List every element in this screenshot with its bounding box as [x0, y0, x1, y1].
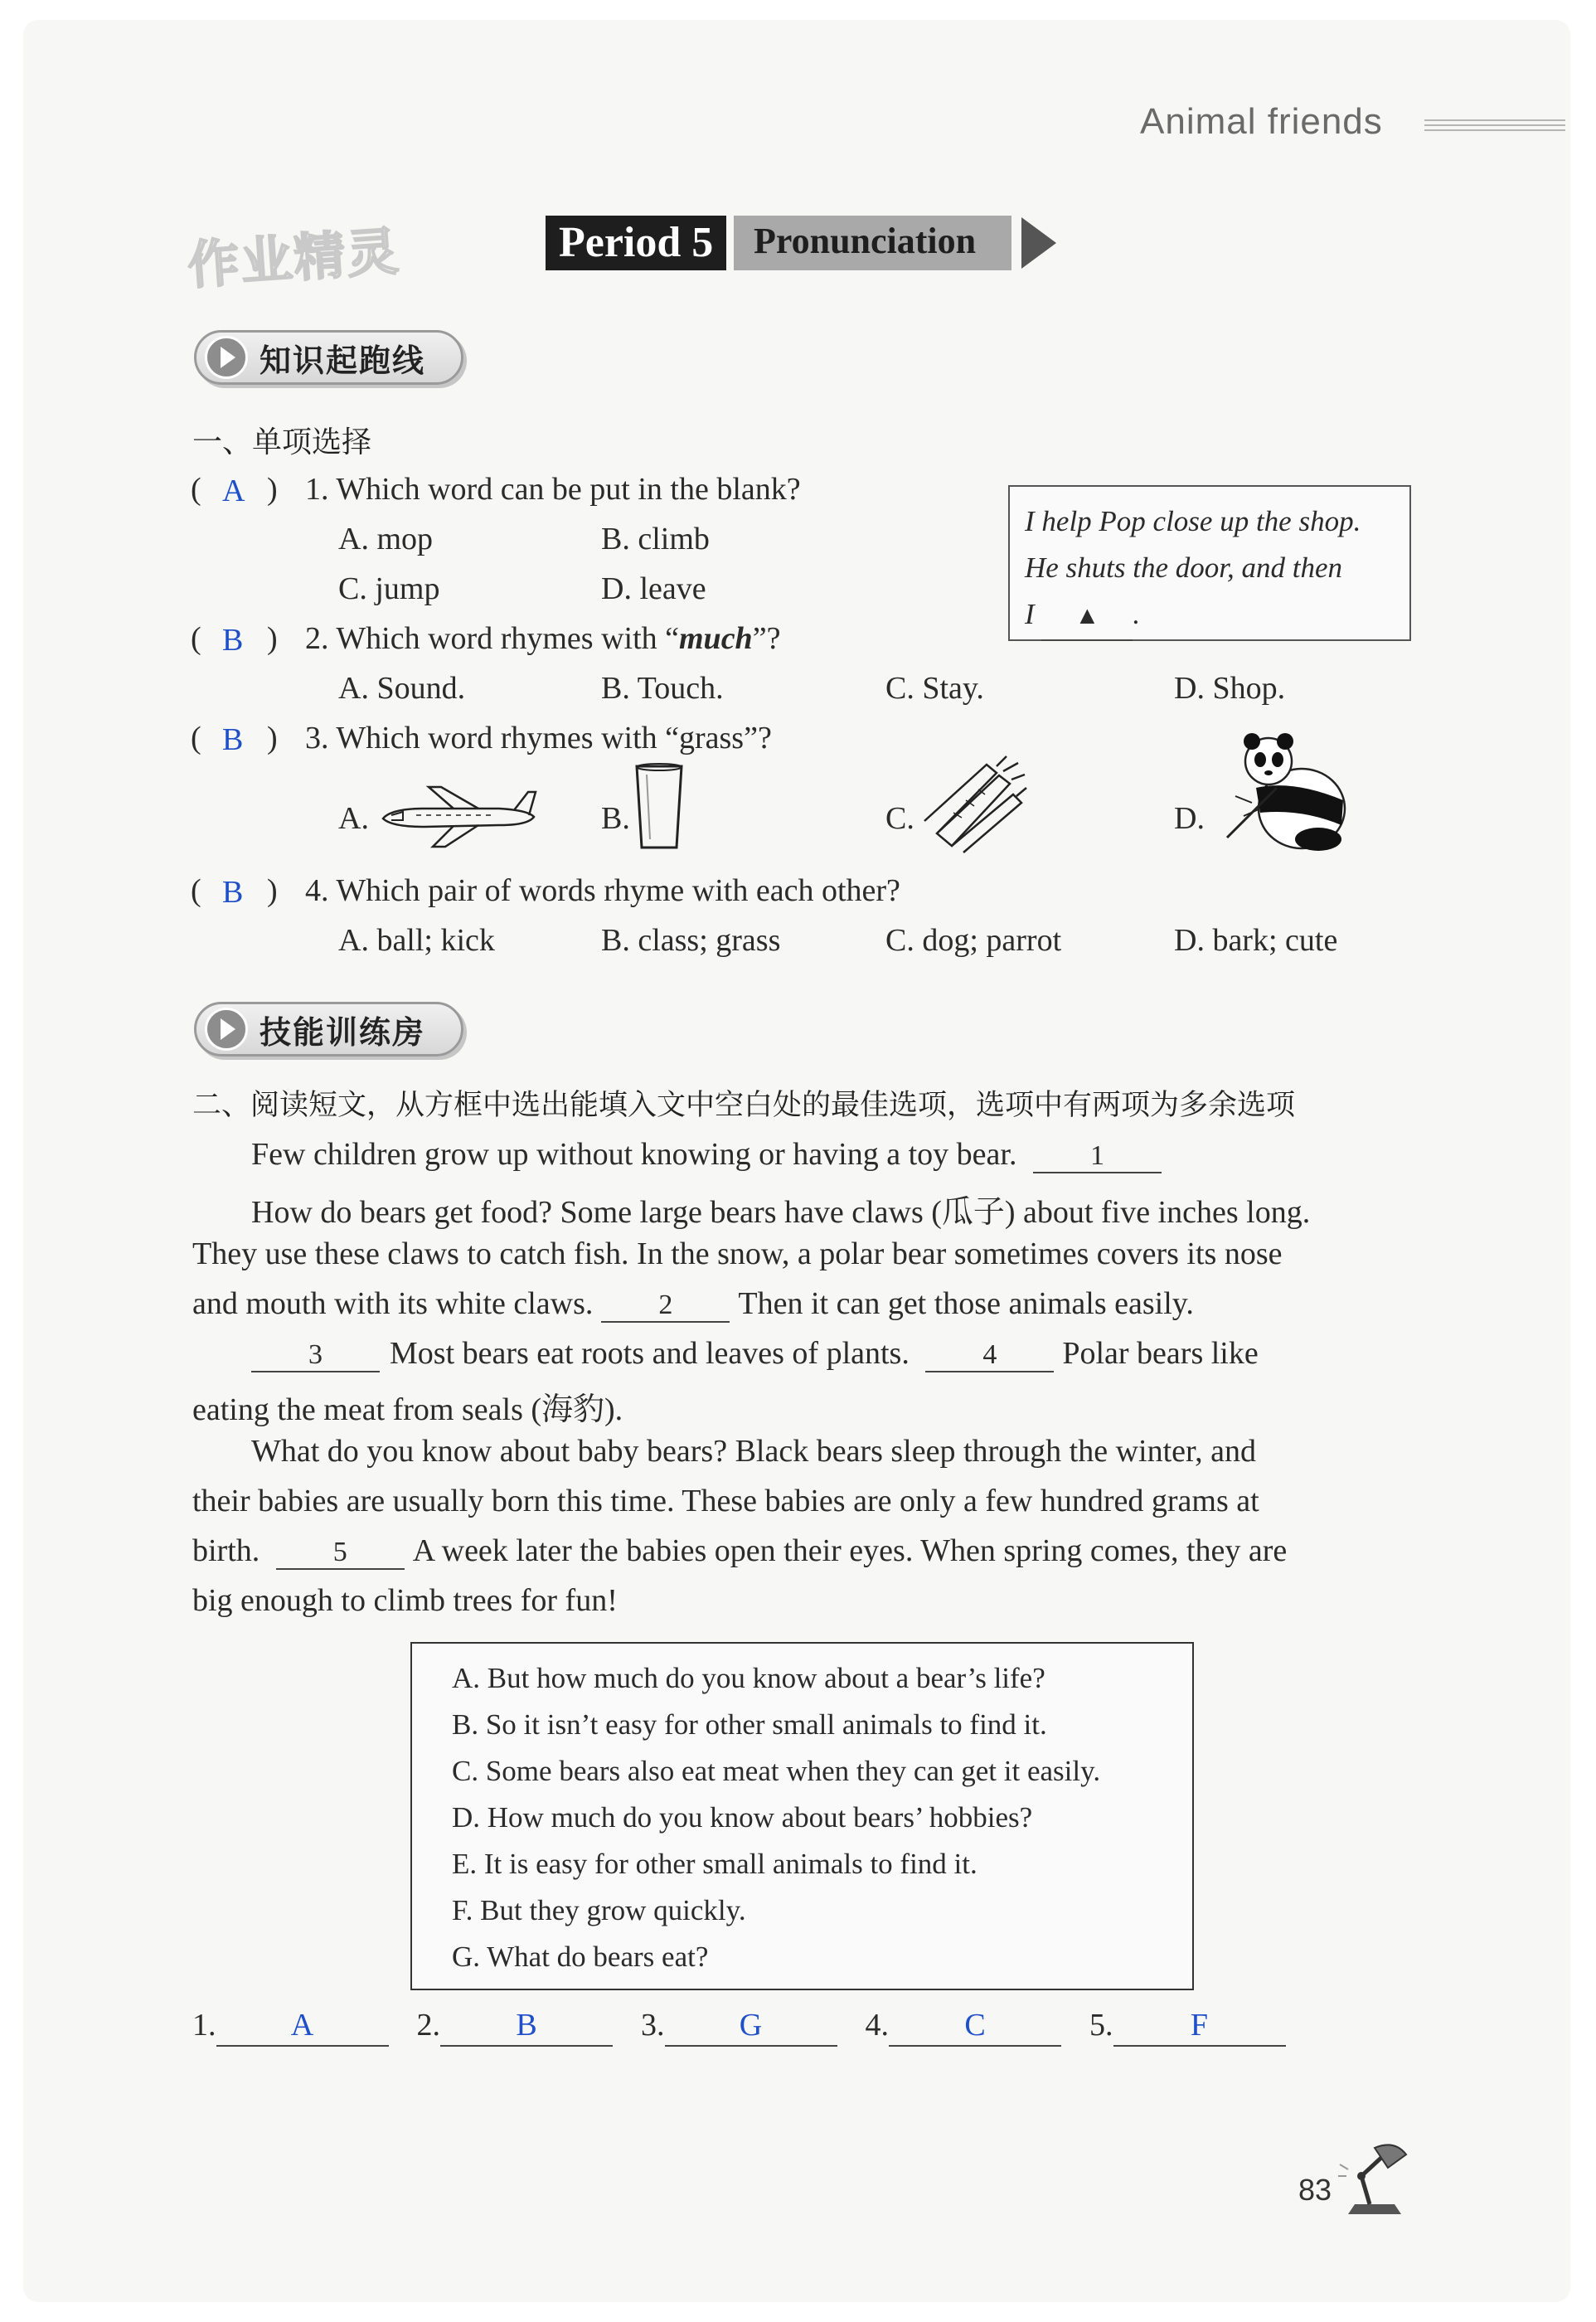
q3-answer: B: [222, 722, 244, 757]
option-e: E. It is easy for other small animals to find it.: [452, 1848, 977, 1880]
passage-text: Most bears eat roots and leaves of plants.: [390, 1336, 910, 1371]
q4-option-a: A. ball; kick: [338, 923, 495, 958]
badge-label: 技能训练房: [260, 1013, 426, 1051]
q4-option-d: D. bark; cute: [1174, 923, 1338, 958]
q4-answer: B: [222, 875, 244, 910]
answer-paren-close: ): [267, 621, 278, 656]
answer-blank-5[interactable]: F: [1113, 2009, 1286, 2047]
q3-option-b: B.: [601, 801, 630, 836]
passage-line-10: big enough to climb trees for fun!: [192, 1583, 618, 1618]
airplane-icon: [375, 784, 541, 850]
answer-num: 1.: [192, 2008, 216, 2043]
answer-num: 5.: [1089, 2008, 1113, 2043]
option-b: B. So it isn’t easy for other small animals to find it.: [452, 1708, 1047, 1741]
option-f: F. But they grow quickly.: [452, 1894, 746, 1926]
answer-num: 4.: [865, 2008, 889, 2043]
passage-line-2: How do bears get food? Some large bears have claws (瓜子) about five inches long.: [251, 1195, 1311, 1230]
passage-blank-1: 1: [1033, 1140, 1162, 1173]
q2-stem: [305, 620, 780, 657]
hint-line-3-start: I: [1025, 598, 1035, 630]
triangle-blank: ▲: [1041, 593, 1133, 641]
lesson-label: Pronunciation: [734, 216, 1011, 270]
q3-option-c: C.: [885, 801, 914, 836]
badge-label: 知识起跑线: [260, 342, 426, 379]
hint-line-3: [1025, 591, 1395, 641]
passage-text: A week later the babies open their eyes. When spring comes, they are: [412, 1533, 1288, 1568]
q3-stem: 3. Which word rhymes with “grass”?: [305, 721, 772, 755]
q2-stem-word: much: [679, 621, 753, 656]
answer-blank-3[interactable]: G: [665, 2009, 837, 2047]
lamp-mascot-icon: [1336, 2140, 1413, 2219]
hint-box: [1008, 485, 1411, 641]
q2-stem-post: ”?: [752, 621, 781, 656]
q2-stem-pre: 2. Which word rhymes with “: [305, 621, 679, 656]
answer-blank-4[interactable]: C: [889, 2009, 1061, 2047]
section-badge-skills: [194, 1002, 463, 1057]
passage-line-7: What do you know about baby bears? Black bears sleep through the winter, and: [251, 1434, 1257, 1469]
panda-icon: [1219, 730, 1351, 854]
q1-option-b: B. climb: [601, 522, 710, 556]
q3-option-d: D.: [1174, 801, 1205, 836]
q1-option-a: A. mop: [338, 522, 433, 556]
answer-paren-close: ): [267, 721, 278, 755]
q1-option-d: D. leave: [601, 571, 706, 606]
passage-line-4: [192, 1285, 1194, 1323]
q4-option-c: C. dog; parrot: [885, 923, 1062, 958]
passage-line-3: They use these claws to catch fish. In the snow, a polar bear sometimes covers its nose: [192, 1236, 1283, 1271]
watermark-logo: 作业精灵: [186, 221, 402, 296]
answer-row: [192, 2007, 1286, 2047]
hint-line-1: I help Pop close up the shop.: [1025, 505, 1361, 537]
q4-stem: 4. Which pair of words rhyme with each other?: [305, 873, 900, 908]
page-number: 83: [1298, 2173, 1332, 2207]
hint-line-3-end: .: [1133, 598, 1141, 630]
passage-text: birth.: [192, 1533, 260, 1568]
q1-option-c: C. jump: [338, 571, 440, 606]
passage-blank-3: 3: [251, 1339, 380, 1372]
q2-answer: B: [222, 623, 244, 658]
passage-line-8: their babies are usually born this time. These babies are only a few hundred grams at: [192, 1484, 1259, 1518]
answer-blank-1[interactable]: A: [216, 2009, 389, 2047]
option-c: C. Some bears also eat meat when they can get it easily.: [452, 1755, 1101, 1787]
answer-paren-open: (: [191, 873, 201, 908]
q1-stem: 1. Which word can be put in the blank?: [305, 472, 801, 507]
carrots-icon: [920, 755, 1028, 854]
passage-text: Polar bears like: [1062, 1336, 1259, 1371]
passage-blank-5: 5: [276, 1537, 405, 1570]
q3-option-a: A.: [338, 801, 369, 836]
q2-option-d: D. Shop.: [1174, 671, 1286, 706]
answer-blank-2[interactable]: B: [440, 2009, 613, 2047]
passage-text: and mouth with its white claws.: [192, 1286, 594, 1321]
q1-answer: A: [222, 474, 245, 508]
q2-option-c: C. Stay.: [885, 671, 984, 706]
options-box: [410, 1642, 1194, 1990]
q2-option-b: B. Touch.: [601, 671, 724, 706]
period-label: Period 5: [546, 216, 726, 270]
q4-option-b: B. class; grass: [601, 923, 781, 958]
answer-paren-open: (: [191, 472, 201, 507]
section-badge-knowledge: [194, 330, 463, 385]
answer-num: 2.: [416, 2008, 440, 2043]
passage-line-9: [192, 1533, 1287, 1570]
play-icon: [205, 336, 248, 379]
glass-icon: [632, 761, 686, 853]
hint-line-2: He shuts the door, and then: [1025, 551, 1343, 584]
passage-blank-2: 2: [601, 1290, 730, 1323]
answer-paren-close: ): [267, 472, 278, 507]
passage-text: Then it can get those animals easily.: [738, 1286, 1194, 1321]
option-d: D. How much do you know about bears’ hobbies?: [452, 1801, 1033, 1834]
section2-heading: 二、阅读短文，从方框中选出能填入文中空白处的最佳选项，选项中有两项为多余选项: [192, 1089, 1296, 1122]
play-icon: [205, 1008, 248, 1051]
section1-heading: 一、单项选择: [192, 425, 372, 459]
passage-line-5: [251, 1335, 1259, 1372]
answer-paren-open: (: [191, 621, 201, 656]
answer-paren-open: (: [191, 721, 201, 755]
header-decoration-lines: [1424, 119, 1565, 138]
passage-line-6: eating the meat from seals (海豹).: [192, 1392, 623, 1427]
option-g: G. What do bears eat?: [452, 1941, 709, 1973]
passage-line-1: [251, 1136, 1162, 1173]
q2-option-a: A. Sound.: [338, 671, 466, 706]
unit-title: Animal friends: [1140, 101, 1383, 142]
passage-blank-4: 4: [925, 1339, 1054, 1372]
passage-text: Few children grow up without knowing or having a toy bear.: [251, 1137, 1017, 1172]
option-a: A. But how much do you know about a bear’s life?: [452, 1662, 1045, 1694]
answer-num: 3.: [641, 2008, 665, 2043]
answer-paren-close: ): [267, 873, 278, 908]
arrow-right-icon: [1021, 217, 1056, 269]
